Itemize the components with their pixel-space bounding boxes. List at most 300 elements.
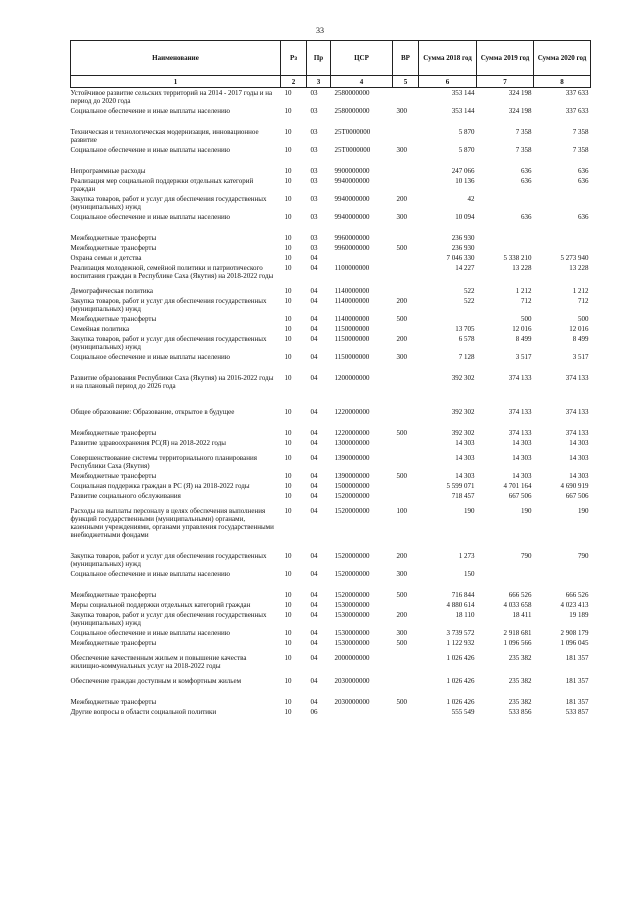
- row-csr: 1530000000: [334, 639, 370, 647]
- table-row: [71, 296, 591, 314]
- row-sum-2019: 636: [521, 177, 532, 185]
- row-csr: 2580000000: [334, 89, 370, 97]
- row-csr: 1140000000: [334, 315, 370, 323]
- row-name: Меры социальной поддержки отдельных категорий граждан: [70, 601, 251, 609]
- row-rz: 10: [284, 213, 292, 221]
- budget-table-container: [70, 40, 590, 717]
- row-name: Развитие здравоохранения РС(Я) на 2018-2022 годы: [70, 439, 226, 447]
- column-number: 5: [393, 76, 419, 88]
- row-rz: 10: [284, 677, 292, 685]
- row-name: Социальное обеспечение и иные выплаты населению: [70, 629, 230, 637]
- row-sum-2020: 8 499: [572, 335, 589, 343]
- row-spacer-cell: [71, 116, 591, 127]
- row-csr: 9940000000: [334, 213, 370, 221]
- row-sum-2019: 14 303: [512, 439, 532, 447]
- row-csr: 1150000000: [334, 325, 370, 333]
- row-name: Социальное обеспечение и иные выплаты населению: [70, 213, 230, 221]
- row-vr: 300: [396, 213, 407, 221]
- row-sum-2018: 7 046 330: [446, 254, 475, 262]
- row-rz: 10: [284, 177, 292, 185]
- row-rz: 10: [284, 146, 292, 154]
- row-pr: 03: [310, 128, 318, 136]
- row-csr: 1220000000: [334, 408, 370, 416]
- page-number: 33: [316, 26, 324, 35]
- column-number-row: [71, 76, 591, 88]
- table-row: [71, 638, 591, 648]
- row-sum-2019: 5 338 210: [503, 254, 532, 262]
- table-row: [71, 407, 591, 417]
- row-sum-2019: [477, 194, 534, 212]
- row-csr: 2000000000: [334, 654, 370, 662]
- row-pr: 04: [310, 507, 318, 515]
- row-pr: 03: [310, 89, 318, 97]
- row-sum-2018: 14 303: [455, 472, 475, 480]
- row-csr: 1220000000: [334, 429, 370, 437]
- row-sum-2018: 1 026 426: [446, 654, 475, 662]
- table-row: [71, 212, 591, 222]
- row-sum-2019: 235 382: [508, 677, 532, 685]
- row-rz: 10: [284, 429, 292, 437]
- header-csr: ЦСР: [331, 41, 393, 76]
- row-name: Обеспечение качественным жильем и повышение качества жилищно-коммунальных услуг на 2018-2022 годы: [70, 654, 247, 670]
- row-sum-2018: 150: [464, 570, 475, 578]
- row-sum-2020: 667 506: [565, 492, 589, 500]
- row-sum-2020: 374 133: [565, 408, 589, 416]
- row-sum-2020: 636: [578, 177, 589, 185]
- row-sum-2020: 7 358: [572, 146, 589, 154]
- row-sum-2020: 1 096 045: [560, 639, 589, 647]
- row-sum-2018: 392 302: [451, 429, 475, 437]
- row-spacer-cell: [71, 391, 591, 407]
- row-csr: 1520000000: [334, 570, 370, 578]
- row-pr: 03: [310, 107, 318, 115]
- table-row: [71, 324, 591, 334]
- row-pr: 03: [310, 177, 318, 185]
- row-sum-2019: 14 303: [512, 472, 532, 480]
- row-sum-2019: 235 382: [508, 654, 532, 662]
- row-csr: 9900000000: [334, 167, 370, 175]
- table-row: [71, 590, 591, 600]
- row-pr: 06: [310, 708, 318, 716]
- table-row: [71, 707, 591, 717]
- row-sum-2019: 374 133: [508, 429, 532, 437]
- header-sum-2018: Сумма 2018 год: [419, 41, 477, 76]
- row-sum-2018: 522: [464, 297, 475, 305]
- row-name: Совершенствование системы территориального планирования Республики Саха (Якутия): [70, 454, 257, 470]
- row-rz: 10: [284, 639, 292, 647]
- row-vr: [393, 481, 419, 491]
- table-row: [71, 373, 591, 391]
- row-sum-2020: 13 228: [569, 264, 589, 272]
- row-sum-2018: 353 144: [451, 89, 475, 97]
- row-rz: 10: [284, 654, 292, 662]
- table-row: [71, 481, 591, 491]
- row-spacer-cell: [71, 686, 591, 697]
- row-pr: 04: [310, 429, 318, 437]
- row-name: Межбюджетные трансферты: [70, 429, 157, 437]
- row-spacer-cell: [71, 362, 591, 373]
- row-sum-2018: 247 066: [451, 167, 475, 175]
- row-sum-2019: 235 382: [508, 698, 532, 706]
- row-vr: 200: [396, 552, 407, 560]
- row-sum-2018: 14 227: [455, 264, 475, 272]
- header-rz: Рз: [281, 41, 307, 76]
- row-sum-2019: 14 303: [512, 454, 532, 462]
- row-csr: 1520000000: [334, 591, 370, 599]
- table-row: [71, 243, 591, 253]
- row-sum-2019: 4 701 164: [503, 482, 532, 490]
- row-rz: 10: [284, 454, 292, 462]
- row-name: Закупка товаров, работ и услуг для обеспечения государственных (муниципальных) нужд: [70, 195, 267, 211]
- row-sum-2020: 19 189: [569, 611, 589, 619]
- row-name: Межбюджетные трансферты: [70, 591, 157, 599]
- row-sum-2018: 555 549: [451, 708, 475, 716]
- row-csr: 1520000000: [334, 507, 370, 515]
- row-sum-2019: 8 499: [515, 335, 532, 343]
- row-vr: [393, 263, 419, 281]
- header-sum-2019: Сумма 2019 год: [477, 41, 534, 76]
- row-vr: [393, 253, 419, 263]
- row-spacer-cell: [71, 155, 591, 166]
- row-vr: [393, 324, 419, 334]
- row-csr: 1530000000: [334, 611, 370, 619]
- row-csr: 9960000000: [334, 244, 370, 252]
- row-sum-2020: 181 357: [565, 698, 589, 706]
- row-sum-2018: 18 110: [455, 611, 475, 619]
- row-sum-2019: 500: [521, 315, 532, 323]
- row-sum-2018: 716 844: [451, 591, 475, 599]
- row-sum-2018: 522: [464, 287, 475, 295]
- row-sum-2019: 712: [521, 297, 532, 305]
- row-csr: 1140000000: [334, 297, 370, 305]
- row-sum-2018: 14 303: [455, 439, 475, 447]
- row-sum-2018: 10 094: [455, 213, 475, 221]
- row-sum-2020: 337 633: [565, 107, 589, 115]
- table-row: [71, 127, 591, 145]
- row-name: Межбюджетные трансферты: [70, 639, 157, 647]
- row-sum-2019: 190: [521, 507, 532, 515]
- row-sum-2019: 1 212: [515, 287, 532, 295]
- row-csr: 1300000000: [334, 439, 370, 447]
- row-pr: 04: [310, 552, 318, 560]
- row-sum-2019: 7 358: [515, 128, 532, 136]
- row-sum-2020: 374 133: [565, 374, 589, 382]
- row-vr: 100: [396, 507, 407, 515]
- row-rz: 10: [284, 234, 292, 242]
- row-name: Устойчивое развитие сельских территорий на 2014 - 2017 годы и на период до 2020 года: [70, 89, 273, 105]
- row-vr: 300: [396, 107, 407, 115]
- row-sum-2020: 2 908 179: [560, 629, 589, 637]
- row-csr: 2030000000: [334, 698, 370, 706]
- row-name: Реализация молодежной, семейной политики и патриотического воспитания граждан в Республике Саха (Якутия) на 2018-2022 годы: [70, 264, 274, 280]
- row-sum-2018: 6 578: [458, 335, 475, 343]
- row-name: Межбюджетные трансферты: [70, 698, 157, 706]
- row-sum-2019: 636: [521, 213, 532, 221]
- row-name: Техническая и технологическая модернизация, инновационное развитие: [70, 128, 259, 144]
- row-name: Межбюджетные трансферты: [70, 315, 157, 323]
- row-vr: 500: [396, 639, 407, 647]
- row-vr: [393, 453, 419, 471]
- row-sum-2019: 666 526: [508, 591, 532, 599]
- table-row: [71, 352, 591, 362]
- row-spacer-cell: [71, 540, 591, 551]
- row-vr: [393, 407, 419, 417]
- table-row: [71, 676, 591, 686]
- row-sum-2019: 12 016: [512, 325, 532, 333]
- row-vr: 200: [396, 297, 407, 305]
- row-rz: 10: [284, 698, 292, 706]
- row-vr: 200: [396, 611, 407, 619]
- table-row: [71, 506, 591, 540]
- row-pr: 04: [310, 254, 318, 262]
- row-name: Закупка товаров, работ и услуг для обеспечения государственных (муниципальных) нужд: [70, 611, 267, 627]
- row-rz: 10: [284, 482, 292, 490]
- table-row: [71, 600, 591, 610]
- row-sum-2019: 13 228: [512, 264, 532, 272]
- row-rz: 10: [284, 128, 292, 136]
- row-pr: 04: [310, 591, 318, 599]
- row-rz: 10: [284, 570, 292, 578]
- table-row: [71, 428, 591, 438]
- row-csr: 1520000000: [334, 552, 370, 560]
- row-sum-2020: 14 303: [569, 454, 589, 462]
- table-header: [71, 41, 591, 88]
- row-sum-2020: 181 357: [565, 654, 589, 662]
- row-spacer: [71, 686, 591, 697]
- row-vr: [393, 491, 419, 501]
- row-sum-2020: 4 690 919: [560, 482, 589, 490]
- row-sum-2019: 7 358: [515, 146, 532, 154]
- table-row: [71, 263, 591, 281]
- row-rz: 10: [284, 472, 292, 480]
- row-pr: 04: [310, 264, 318, 272]
- row-sum-2019: 374 133: [508, 374, 532, 382]
- row-pr: 04: [310, 629, 318, 637]
- row-pr: 03: [310, 146, 318, 154]
- row-spacer: [71, 579, 591, 590]
- row-pr: 04: [310, 492, 318, 500]
- row-sum-2020: 712: [578, 297, 589, 305]
- row-spacer: [71, 222, 591, 233]
- row-pr: 04: [310, 698, 318, 706]
- row-sum-2020: 636: [578, 167, 589, 175]
- row-rz: 10: [284, 439, 292, 447]
- row-pr: 04: [310, 325, 318, 333]
- table-row: [71, 569, 591, 579]
- row-pr: 04: [310, 315, 318, 323]
- row-rz: 10: [284, 591, 292, 599]
- row-sum-2018: 236 930: [451, 244, 475, 252]
- row-sum-2020: [534, 233, 591, 243]
- row-csr: 9940000000: [334, 195, 370, 203]
- row-sum-2019: [477, 243, 534, 253]
- row-sum-2020: 12 016: [569, 325, 589, 333]
- column-number: 1: [71, 76, 281, 88]
- header-name: Наименование: [71, 41, 281, 76]
- row-spacer-cell: [71, 579, 591, 590]
- row-sum-2018: 10 136: [455, 177, 475, 185]
- row-rz: 10: [284, 325, 292, 333]
- row-sum-2018: 1 122 932: [446, 639, 475, 647]
- row-sum-2018: [419, 314, 477, 324]
- row-vr: [393, 88, 419, 107]
- table-row: [71, 551, 591, 569]
- table-row: [71, 166, 591, 176]
- header-sum-2020: Сумма 2020 год: [534, 41, 591, 76]
- table-row: [71, 697, 591, 707]
- row-csr: 1500000000: [334, 482, 370, 490]
- row-sum-2019: 636: [521, 167, 532, 175]
- row-rz: 10: [284, 708, 292, 716]
- row-sum-2018: 7 128: [458, 353, 475, 361]
- table-row: [71, 491, 591, 501]
- row-name: Развитие социального обслуживания: [70, 492, 181, 500]
- row-sum-2020: 181 357: [565, 677, 589, 685]
- row-sum-2020: 666 526: [565, 591, 589, 599]
- row-name: Социальное обеспечение и иные выплаты населению: [70, 570, 230, 578]
- row-sum-2019: 374 133: [508, 408, 532, 416]
- row-vr: 500: [396, 591, 407, 599]
- row-sum-2018: 5 870: [458, 146, 475, 154]
- row-spacer: [71, 391, 591, 407]
- row-sum-2019: 4 033 658: [503, 601, 532, 609]
- table-row: [71, 471, 591, 481]
- row-vr: [393, 707, 419, 717]
- row-name: Семейная политика: [70, 325, 130, 333]
- row-sum-2020: [534, 194, 591, 212]
- table-row: [71, 628, 591, 638]
- row-sum-2018: 4 880 614: [446, 601, 475, 609]
- row-rz: 10: [284, 374, 292, 382]
- row-vr: 300: [396, 570, 407, 578]
- row-csr: [331, 707, 393, 717]
- row-pr: 04: [310, 611, 318, 619]
- row-pr: 04: [310, 408, 318, 416]
- row-csr: 25Т0000000: [334, 146, 371, 154]
- row-csr: 1390000000: [334, 454, 370, 462]
- row-sum-2020: 4 023 413: [560, 601, 589, 609]
- row-vr: [393, 127, 419, 145]
- row-sum-2018: 42: [467, 195, 475, 203]
- row-rz: 10: [284, 167, 292, 175]
- row-sum-2018: 718 457: [451, 492, 475, 500]
- row-csr: 1140000000: [334, 287, 370, 295]
- column-number: 3: [307, 76, 331, 88]
- row-sum-2018: 392 302: [451, 374, 475, 382]
- table-row: [71, 233, 591, 243]
- table-row: [71, 653, 591, 671]
- row-vr: [393, 176, 419, 194]
- row-sum-2020: 636: [578, 213, 589, 221]
- table-row: [71, 453, 591, 471]
- row-vr: 500: [396, 698, 407, 706]
- row-csr: 2030000000: [334, 677, 370, 685]
- table-row: [71, 145, 591, 155]
- row-rz: 10: [284, 254, 292, 262]
- header-vr: ВР: [393, 41, 419, 76]
- table-row: [71, 610, 591, 628]
- row-rz: 10: [284, 107, 292, 115]
- column-number: 6: [419, 76, 477, 88]
- row-name: Межбюджетные трансферты: [70, 244, 157, 252]
- table-row: [71, 286, 591, 296]
- row-csr: 2580000000: [334, 107, 370, 115]
- row-pr: 04: [310, 297, 318, 305]
- row-sum-2018: 392 302: [451, 408, 475, 416]
- row-sum-2018: 1 026 426: [446, 677, 475, 685]
- row-sum-2019: 533 856: [508, 708, 532, 716]
- row-sum-2020: 374 133: [565, 429, 589, 437]
- row-vr: [393, 166, 419, 176]
- table-row: [71, 176, 591, 194]
- row-vr: [393, 653, 419, 671]
- row-csr: 1530000000: [334, 629, 370, 637]
- row-name: Охрана семьи и детства: [70, 254, 142, 262]
- row-rz: 10: [284, 507, 292, 515]
- row-rz: 10: [284, 195, 292, 203]
- row-sum-2018: 353 144: [451, 107, 475, 115]
- table-row: [71, 88, 591, 107]
- row-vr: [393, 233, 419, 243]
- row-vr: [393, 438, 419, 448]
- row-rz: 10: [284, 552, 292, 560]
- row-name: Другие вопросы в области социальной политики: [70, 708, 217, 716]
- row-vr: 300: [396, 353, 407, 361]
- row-csr: 25Т0000000: [334, 128, 371, 136]
- row-sum-2019: 324 198: [508, 107, 532, 115]
- table-body: [71, 88, 591, 718]
- row-sum-2020: 500: [578, 315, 589, 323]
- row-vr: [393, 373, 419, 391]
- column-number: 4: [331, 76, 393, 88]
- row-spacer: [71, 362, 591, 373]
- row-vr: 500: [396, 315, 407, 323]
- row-vr: 200: [396, 335, 407, 343]
- row-pr: 03: [310, 244, 318, 252]
- row-pr: 04: [310, 472, 318, 480]
- row-csr: 1150000000: [334, 353, 370, 361]
- row-sum-2018: 236 930: [451, 234, 475, 242]
- row-sum-2019: [477, 233, 534, 243]
- row-sum-2019: 1 096 566: [503, 639, 532, 647]
- row-vr: 300: [396, 629, 407, 637]
- row-sum-2020: 790: [578, 552, 589, 560]
- row-rz: 10: [284, 264, 292, 272]
- row-name: Демографическая политика: [70, 287, 154, 295]
- row-name: Общее образование: Образование, открытое в будущее: [70, 408, 235, 416]
- row-pr: 04: [310, 374, 318, 382]
- row-csr: 1530000000: [334, 601, 370, 609]
- row-name: Обеспечение граждан доступным и комфортным жильем: [70, 677, 242, 685]
- row-sum-2018: 14 303: [455, 454, 475, 462]
- row-name: Межбюджетные трансферты: [70, 472, 157, 480]
- table-row: [71, 253, 591, 263]
- row-pr: 04: [310, 639, 318, 647]
- row-spacer-cell: [71, 222, 591, 233]
- row-name: Закупка товаров, работ и услуг для обеспечения государственных (муниципальных) нужд: [70, 335, 267, 351]
- row-sum-2020: 14 303: [569, 439, 589, 447]
- row-vr: [393, 676, 419, 686]
- row-sum-2020: 5 273 940: [560, 254, 589, 262]
- row-sum-2020: 533 857: [565, 708, 589, 716]
- row-csr: 9940000000: [334, 177, 370, 185]
- row-sum-2020: 14 303: [569, 472, 589, 480]
- row-vr: [393, 600, 419, 610]
- row-rz: 10: [284, 244, 292, 252]
- row-vr: [393, 286, 419, 296]
- column-number: 8: [534, 76, 591, 88]
- table-row: [71, 194, 591, 212]
